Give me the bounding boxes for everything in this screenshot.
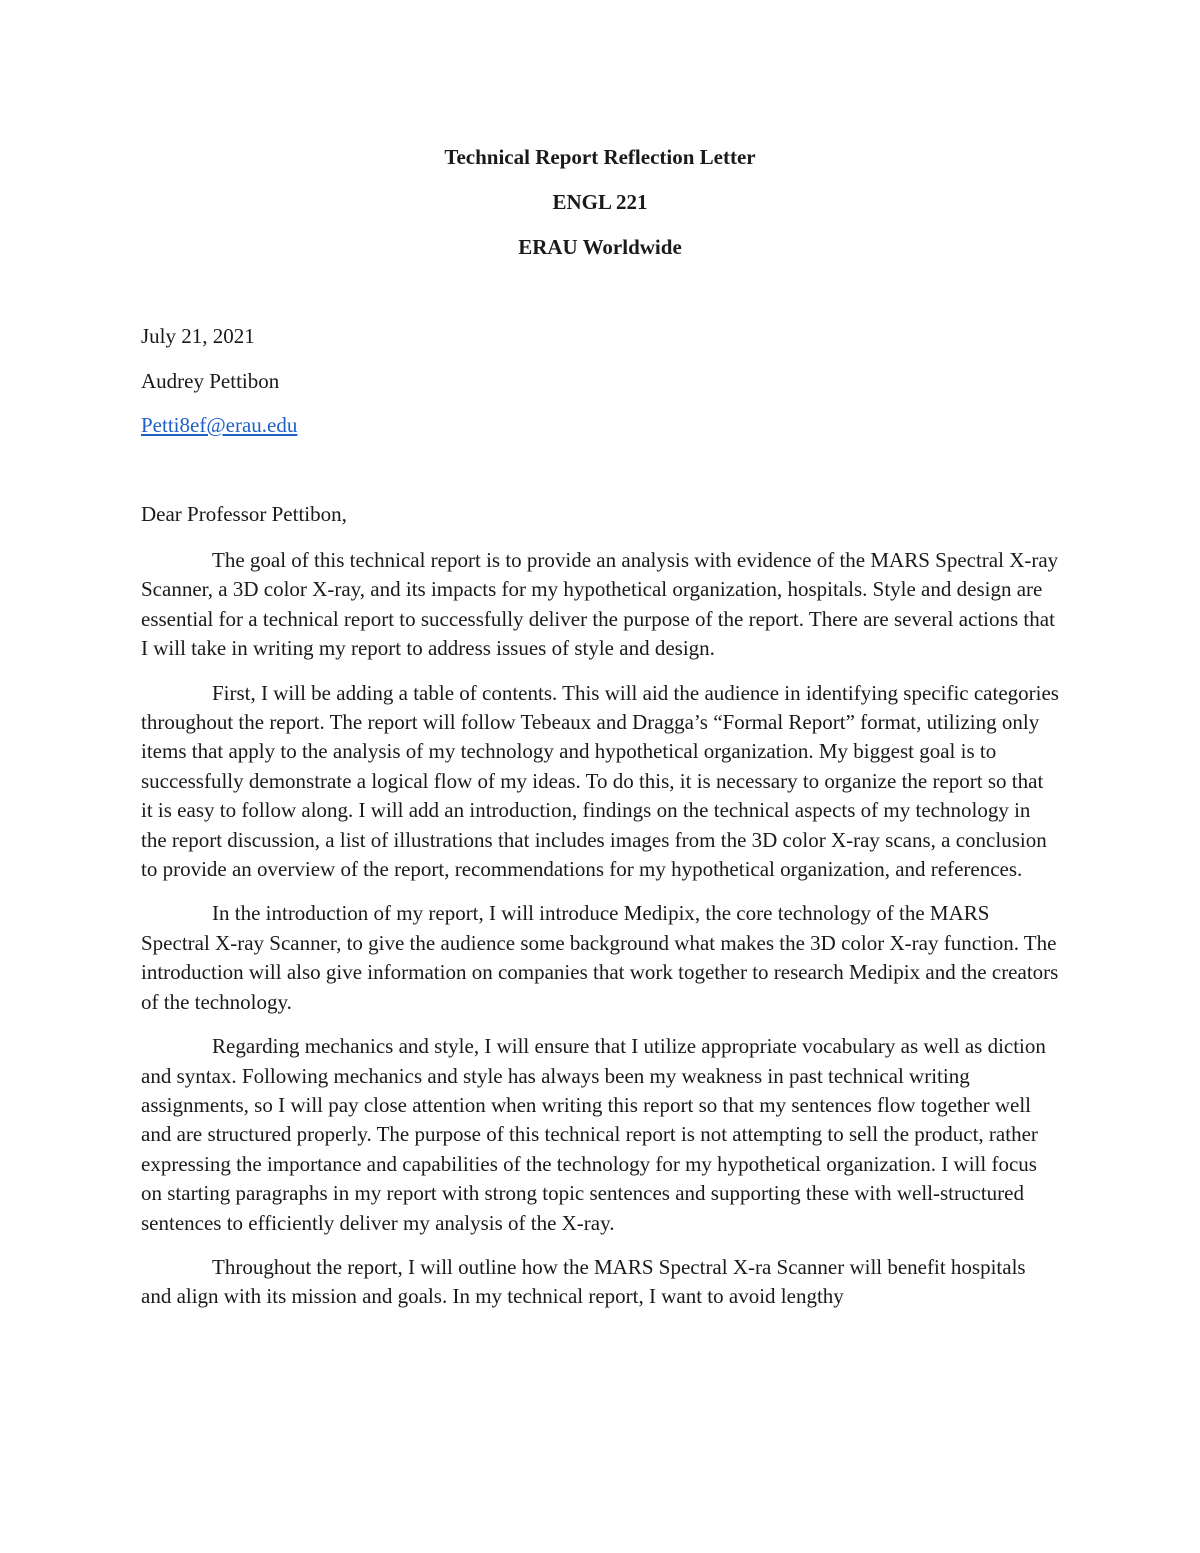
body-paragraph: Throughout the report, I will outline how the MARS Spectral X-ra Scanner will benefit hospitals and align with its mission and goals. In my technical report, I want to avoid lengthy (141, 1254, 1026, 1309)
body-paragraph: Regarding mechanics and style, I will ensure that I utilize appropriate vocabulary as well as diction and syntax. Following mechanics and style has always been my weakness in past technical writing assignments, so I will pay close attention when writing this report so that my sentences flow together well and are structured properly. The purpose of this technical report is not attempting to sell the product, rather expressing the importance and capabilities of the technology for my hypothetical organization. I will focus on starting paragraphs in my report with strong topic sentences and supporting these with well-structured sentences to efficiently deliver my analysis of the X-ray. (141, 1034, 1046, 1235)
letter-date: July 21, 2021 (141, 324, 255, 348)
document-title: Technical Report Reflection Letter (444, 145, 756, 169)
salutation: Dear Professor Pettibon, (141, 502, 347, 526)
institution-name: ERAU Worldwide (518, 235, 682, 259)
author-email-link[interactable]: Petti8ef@erau.edu (141, 413, 298, 437)
body-paragraph: In the introduction of my report, I will introduce Medipix, the core technology of the MARS Spectral X-ray Scanner, to give the audience some background what makes the 3D color X-ray function. The introduction will also give information on companies that work together to research Medipix and the creators of the technology. (141, 901, 1059, 1014)
letter-body (141, 546, 1059, 1327)
body-paragraph: First, I will be adding a table of contents. This will aid the audience in identifying specific categories throughout the report. The report will follow Tebeaux and Dragga’s “Formal Report” format, utilizing only items that apply to the analysis of my technology and hypothetical organization. My biggest goal is to successfully demonstrate a logical flow of my ideas. To do this, it is necessary to organize the report so that it is easy to follow along. I will add an introduction, findings on the technical aspects of my technology in the report discussion, a list of illustrations that includes images from the 3D color X-ray scans, a conclusion to provide an overview of the report, recommendations for my hypothetical organization, and references. (141, 680, 1059, 882)
course-code: ENGL 221 (552, 190, 648, 214)
body-paragraph: The goal of this technical report is to provide an analysis with evidence of the MARS Spectral X-ray Scanner, a 3D color X-ray, and its impacts for my hypothetical organization, hospitals. Style and design are essential for a technical report to successfully deliver the purpose of the report. There are several actions that I will take in writing my report to address issues of style and design. (141, 548, 1059, 661)
author-name: Audrey Pettibon (141, 369, 280, 393)
